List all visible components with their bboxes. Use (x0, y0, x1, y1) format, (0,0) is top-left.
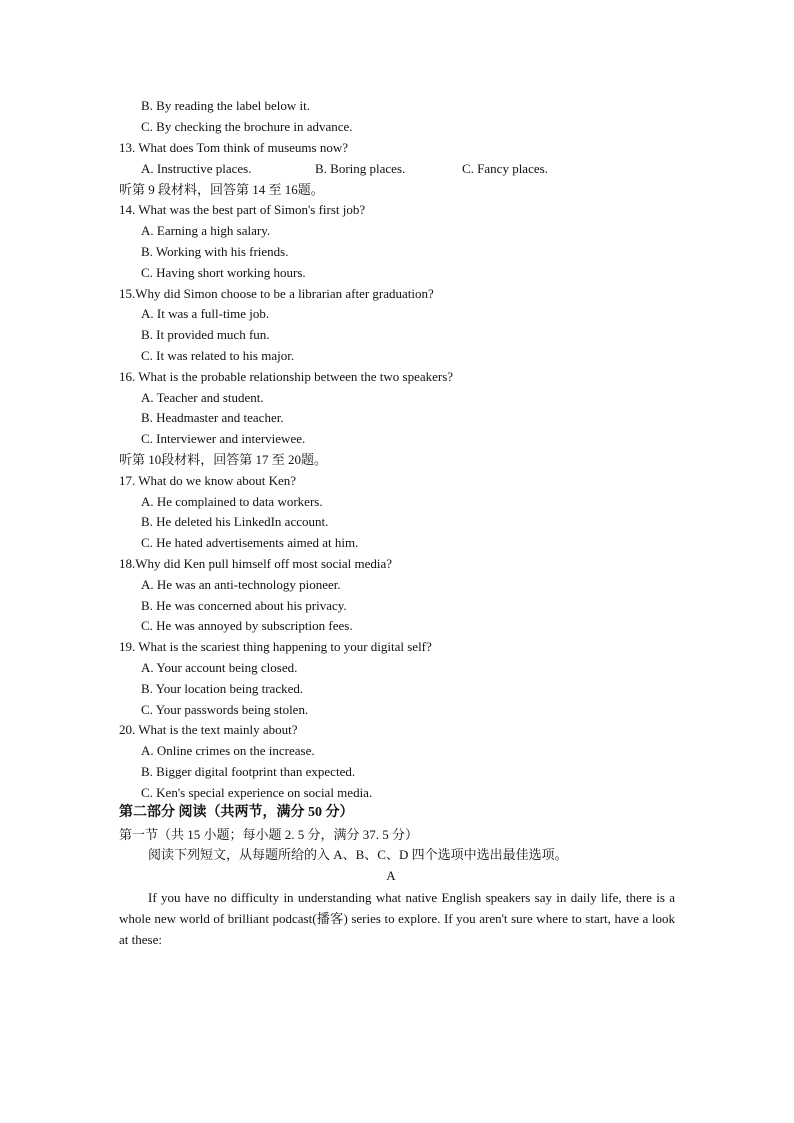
q19-option-c: C. Your passwords being stolen. (141, 702, 309, 717)
question-14: 14. What was the best part of Simon's first job? (119, 202, 366, 217)
q20-option-a: A. Online crimes on the increase. (141, 743, 315, 758)
question-20: 20. What is the text mainly about? (119, 722, 298, 737)
part-two-heading: 第二部分 阅读（共两节，满分 50 分） (119, 805, 354, 820)
question-15: 15.Why did Simon choose to be a librarian after graduation? (119, 286, 434, 301)
q17-option-b: B. He deleted his LinkedIn account. (141, 514, 329, 529)
q19-option-b: B. Your location being tracked. (141, 681, 304, 696)
question-18: 18.Why did Ken pull himself off most social media? (119, 556, 393, 571)
q16-option-c: C. Interviewer and interviewee. (141, 431, 306, 446)
reading-instruction: 阅读下列短文，从每题所给的入 A、B、C、D 四个选项中选出最佳选项。 (148, 847, 568, 862)
q14-option-c: C. Having short working hours. (141, 265, 306, 280)
passage-label: A (386, 868, 396, 883)
q16-option-a: A. Teacher and student. (141, 390, 264, 405)
q15-option-b: B. It provided much fun. (141, 327, 270, 342)
q12-option-c: C. By checking the brochure in advance. (141, 119, 353, 134)
q19-option-a: A. Your account being closed. (141, 660, 298, 675)
q14-option-a: A. Earning a high salary. (141, 223, 271, 238)
q15-option-a: A. It was a full-time job. (141, 306, 270, 321)
q17-option-a: A. He complained to data workers. (141, 494, 323, 509)
q18-option-b: B. He was concerned about his privacy. (141, 598, 347, 613)
q16-option-b: B. Headmaster and teacher. (141, 410, 284, 425)
question-17: 17. What do we know about Ken? (119, 473, 297, 488)
q20-option-b: B. Bigger digital footprint than expected. (141, 764, 356, 779)
q20-option-c: C. Ken's special experience on social media. (141, 785, 373, 800)
question-16: 16. What is the probable relationship between the two speakers? (119, 369, 454, 384)
question-19: 19. What is the scariest thing happening to your digital self? (119, 639, 432, 654)
passage-text: If you have no difficulty in understanding what native English speakers say in daily life, there is a whole new world of brilliant podcast(播客) series to explore. If you aren't sure where to start, have a look at these: (119, 890, 675, 947)
q13-option-b: B. Boring places. (315, 161, 406, 176)
section-instruction-9: 听第 9 段材料，回答第 14 至 16题。 (119, 182, 324, 197)
section-one-heading: 第一节（共 15 小题；每小题 2. 5 分，满分 37. 5 分） (119, 827, 419, 842)
q13-option-a: A. Instructive places. (141, 161, 252, 176)
q18-option-a: A. He was an anti-technology pioneer. (141, 577, 341, 592)
q17-option-c: C. He hated advertisements aimed at him. (141, 535, 359, 550)
q15-option-c: C. It was related to his major. (141, 348, 295, 363)
q18-option-c: C. He was annoyed by subscription fees. (141, 618, 353, 633)
q12-option-b: B. By reading the label below it. (141, 98, 310, 113)
q14-option-b: B. Working with his friends. (141, 244, 289, 259)
question-13: 13. What does Tom think of museums now? (119, 140, 348, 155)
section-instruction-10: 听第 10段材料，回答第 17 至 20题。 (119, 452, 328, 467)
q13-option-c: C. Fancy places. (462, 161, 548, 176)
